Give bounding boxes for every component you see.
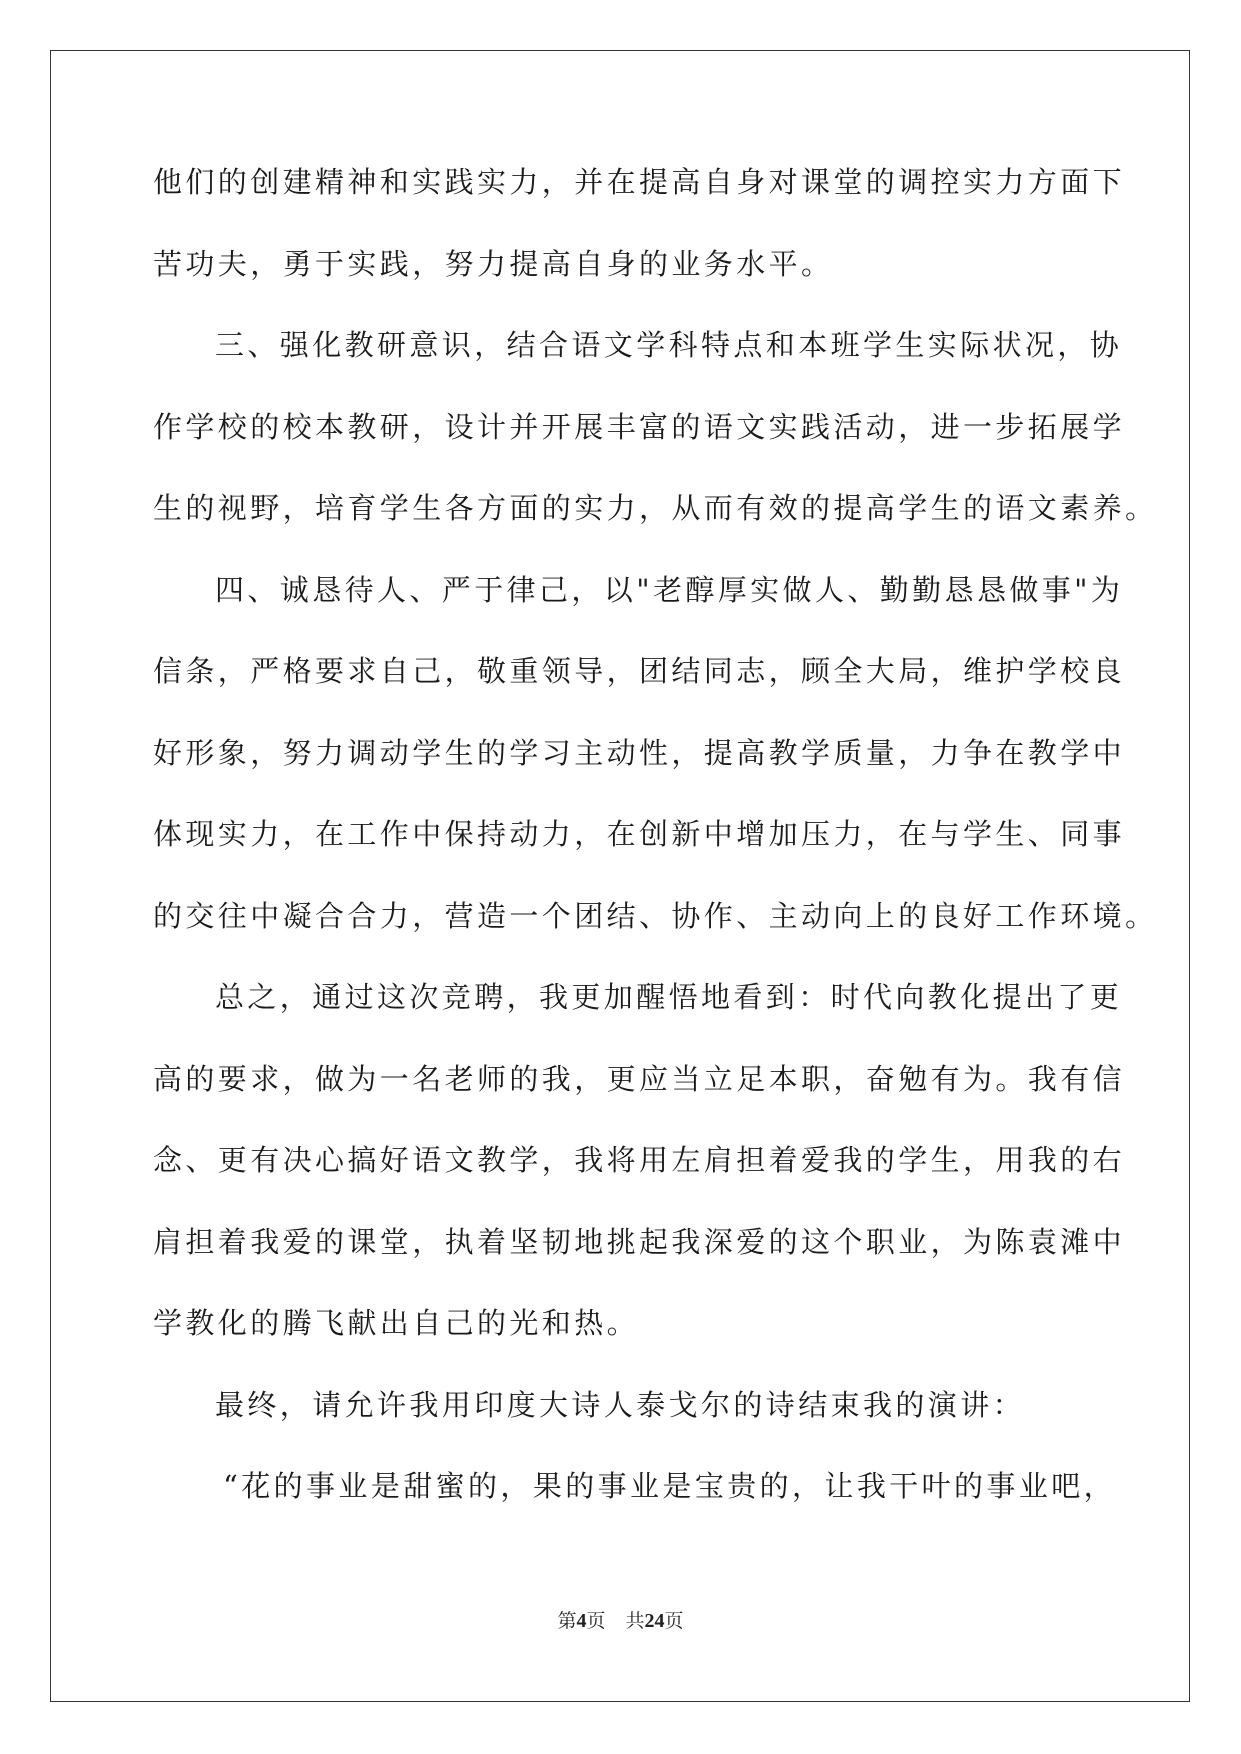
page-label-unit: 页 bbox=[586, 1611, 606, 1632]
paragraph-start-line: 三、强化教研意识，结合语文学科特点和本班学生实际状况，协 bbox=[215, 328, 1123, 362]
text-line: 作学校的校本教研，设计并开展丰富的语文实践活动，进一步拓展学 bbox=[153, 409, 1126, 444]
text-line: 念、更有决心搞好语文教学，我将用左肩担着爱我的学生，用我的右 bbox=[153, 1143, 1126, 1177]
text-line: 学教化的腾飞献出自己的光和热。 bbox=[153, 1306, 640, 1340]
paragraph-start-line: 四、诚恳待人、严于律己，以"老醇厚实做人、勤勤恳恳做事"为 bbox=[215, 572, 1124, 607]
paragraph-start-line: 最终，请允许我用印度大诗人泰戈尔的诗结束我的演讲： bbox=[215, 1387, 1026, 1422]
current-page-number: 4 bbox=[576, 1610, 587, 1632]
text-line: 他们的创建精神和实践实力，并在提高自身对课堂的调控实力方面下 bbox=[153, 165, 1126, 199]
paragraph-start-line: 总之，通过这次竞聘，我更加醒悟地看到：时代向教化提出了更 bbox=[215, 980, 1123, 1014]
text-line: 好形象，努力调动学生的学习主动性，提高教学质量，力争在教学中 bbox=[153, 735, 1126, 770]
total-label-prefix: 共 bbox=[625, 1611, 645, 1632]
text-line: 肩担着我爱的课堂，执着坚韧地挑起我深爱的这个职业，为陈袁滩中 bbox=[153, 1224, 1126, 1259]
document-body bbox=[153, 160, 1158, 1546]
page-label-prefix: 第 bbox=[557, 1611, 577, 1632]
text-line: 的交往中凝合合力，营造一个团结、协作、主动向上的良好工作环境。 bbox=[153, 898, 1158, 933]
quote-line: “花的事业是甜蜜的，果的事业是宝贵的，让我干叶的事业吧， bbox=[223, 1469, 1117, 1503]
text-line: 苦功夫，勇于实践，努力提高自身的业务水平。 bbox=[153, 246, 834, 281]
text-line: 高的要求，做为一名老师的我，更应当立足本职，奋勉有为。我有信 bbox=[153, 1061, 1126, 1096]
text-line: 生的视野，培育学生各方面的实力，从而有效的提高学生的语文素养。 bbox=[153, 491, 1158, 525]
text-line: 信条，严格要求自己，敬重领导，团结同志，顾全大局，维护学校良 bbox=[153, 654, 1126, 688]
total-page-number: 24 bbox=[644, 1610, 665, 1632]
page-footer bbox=[0, 1606, 1241, 1633]
total-label-unit: 页 bbox=[664, 1611, 684, 1632]
text-line: 体现实力，在工作中保持动力，在创新中增加压力，在与学生、同事 bbox=[153, 817, 1126, 851]
